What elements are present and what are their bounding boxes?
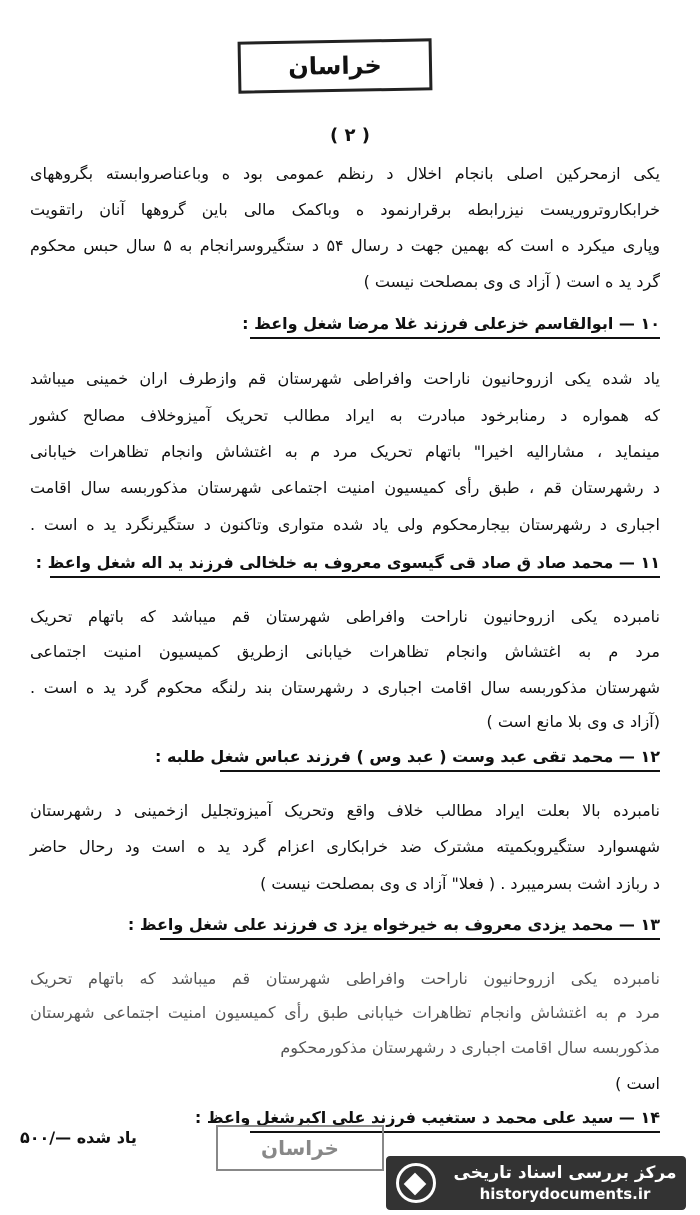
text-line: مرد م به اغتشاش وانجام تظاهرات خیابانی ازطریق کمیسیون امنیت اجتماعی <box>30 642 660 661</box>
section-heading-10: ۱۰ — ابوالقاسم خزعلی فرزند غلا مرضا شغل واعظ : <box>250 313 660 339</box>
text-line: د رشهرستان قم ، طبق رأی کمیسیون امنیت اجتماعی شهرستان مذکوربسه سال اقامت <box>30 478 660 497</box>
text-line: اجباری د رشهرستان بیجارمحکوم ولی یاد شده متواری وتاکنون د ستگیرنگرد ید ه است . <box>30 515 660 534</box>
text-line: که همواره د رمنابرخود مبادرت به ایراد مطالب تحریک آمیزوخلاف مصالح کشور <box>30 406 660 425</box>
text-line: خرابکاروتروریست نیزرابطه برقرارنمود ه وباکمک مالی باین گروهها آنان راتقویت <box>30 200 660 219</box>
section-heading-11: ۱۱ — محمد صاد ق صاد قی گیسوی معروف به خلخالی فرزند ید اله شغل واعظ : <box>50 552 660 578</box>
text-line-faded: مرد م به اغتشاش وانجام تظاهرات خیابانی طبق رأی کمیسیون امنیت اجتماعی شهرستان <box>30 1003 660 1022</box>
text-line: وپاری میکرد ه است که بهمین جهت د رسال ۵۴ د ستگیروسرانجام به ۵ سال حبس محکوم <box>30 236 660 255</box>
text-line: شهسوارد ستگیروبکمیته مشترک ضد خرابکاری اعزام گرد ید ه است ود رحال حاضر <box>30 837 660 856</box>
logo-title: مرکز بررسی اسناد تاریخی <box>453 1163 677 1183</box>
classification-stamp-bottom: خراسان <box>216 1125 384 1171</box>
classification-stamp-top: خراسان <box>238 38 433 93</box>
text-line: یاد شده یکی ازروحانیون ناراحت وافراطی شهرستان قم وازطرف اران خمینی میباشد <box>30 369 660 388</box>
watermark-logo <box>386 1156 686 1210</box>
section-heading-12: ۱۲ — محمد تقی عبد وست ( عبد وس ) فرزند عباس شغل طلبه : <box>220 746 660 772</box>
text-line: گرد ید ه است ( آزاد ی وی بمصلحت نیست ) <box>363 272 660 291</box>
text-line: است ) <box>615 1074 660 1093</box>
text-line: یکی ازمحرکین اصلی بانجام اخلال د رنظم عمومی بود ه وباعناصروابسته بگروههای <box>30 164 660 183</box>
text-line: (آزاد ی وی بلا مانع است ) <box>486 712 660 731</box>
text-line: د ربازد اشت بسرمیبرد . ( فعلا" آزاد ی وی بمصلحت نیست ) <box>260 874 660 893</box>
logo-text <box>444 1162 686 1204</box>
side-note: یاد شده —/۵۰۰ <box>20 1128 137 1147</box>
page-number: ( ۲ ) <box>330 125 370 146</box>
text-line: نامبرده یکی ازروحانیون ناراحت وافراطی شهرستان قم میباشد که باتهام تحریک <box>30 607 660 626</box>
text-line-faded: مذکوربسه سال اقامت اجباری د رشهرستان مذکورمحکوم <box>280 1038 660 1057</box>
text-line: مینماید ، مشارالیه اخیرا" باتهام تحریک مرد م به اغتشاش وانجام تظاهرات خیابانی <box>30 442 660 461</box>
logo-site: historydocuments.ir <box>479 1185 651 1203</box>
section-heading-13: ۱۳ — محمد یزدی معروف به خیرخواه یزد ی فرزند علی شغل واعظ : <box>160 914 660 940</box>
archive-logo-icon <box>396 1163 436 1203</box>
text-line: نامبرده بالا بعلت ایراد مطالب خلاف واقع وتحریک آمیزوتجلیل ازخمینی د رشهرستان <box>30 801 660 820</box>
section-heading-14: ۱۴ — سید علی محمد د ستغیب فرزند علی اکبرشغل واعظ : <box>250 1107 660 1133</box>
text-line-faded: نامبرده یکی ازروحانیون ناراحت وافراطی شهرستان قم میباشد که باتهام تحریک <box>30 969 660 988</box>
text-line: شهرستان مذکوربسه سال اقامت اجباری د رشهرستان بند رلنگه محکوم گرد ید ه است . <box>30 678 660 697</box>
